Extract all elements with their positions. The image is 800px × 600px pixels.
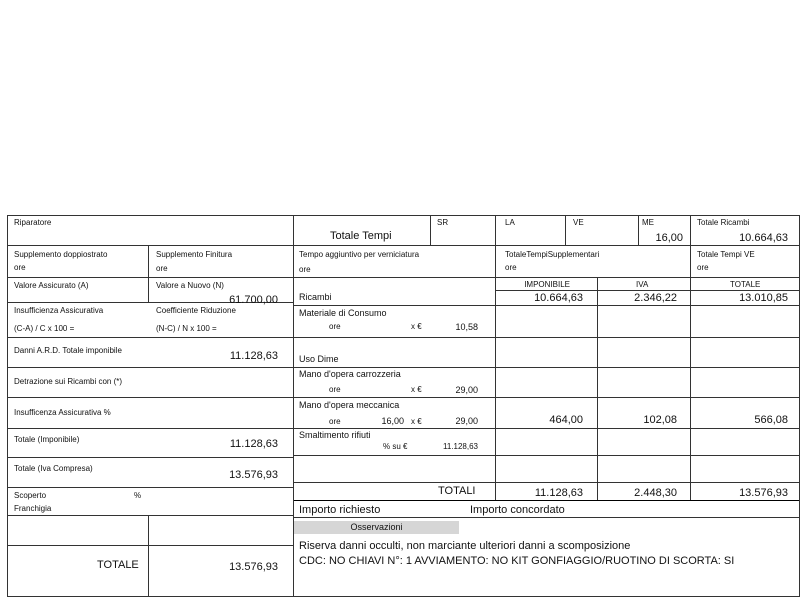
supplemento-finitura-unit: ore <box>156 264 168 273</box>
row-line <box>7 545 293 546</box>
mano-carrozzeria-x: x € <box>411 385 422 394</box>
uso-dime-label: Uso Dime <box>299 354 339 364</box>
col-line <box>495 215 496 500</box>
materiale-x: x € <box>411 322 422 331</box>
sr-label: SR <box>437 218 449 227</box>
mano-meccanica-hours: 16,00 <box>381 416 404 426</box>
row-line <box>293 305 800 306</box>
supplemento-doppiostrato-unit: ore <box>14 263 26 272</box>
totale-tempi-supplementari-label: TotaleTempiSupplementari <box>505 250 600 259</box>
me-value: 16,00 <box>655 232 683 244</box>
detrazione-label: Detrazione sui Ricambi con (*) <box>14 377 123 386</box>
scoperto-label: Scoperto <box>14 491 47 500</box>
osservazioni-line-2: CDC: NO CHIAVI N°: 1 AVVIAMENTO: NO KIT GONFIAGGIO/RUOTINO DI SCORTA: SI <box>299 555 735 567</box>
tempo-aggiuntivo-label: Tempo aggiuntivo per verniciatura <box>299 250 420 259</box>
totali-label: TOTALI <box>438 485 476 497</box>
col-line <box>565 215 566 245</box>
col-line <box>690 215 691 500</box>
row-line <box>495 290 800 291</box>
osservazioni-header: Osservazioni <box>294 521 459 534</box>
mano-carrozzeria-ore: ore <box>329 385 341 394</box>
danni-value: 11.128,63 <box>229 350 278 362</box>
importo-richiesto-label: Importo richiesto <box>299 504 381 516</box>
smaltimento-label: Smaltimento rifiuti <box>299 430 371 440</box>
insufficienza-pct-label: Insufficenza Assicurativa % <box>14 408 111 417</box>
row-line <box>7 457 293 458</box>
totale-imponibile-value: 11.128,63 <box>229 438 278 450</box>
osservazioni-line-1: Riserva danni occulti, non marciante ulteriori danni a scomposizione <box>299 540 631 552</box>
row-line <box>293 455 800 456</box>
valore-nuovo-label: Valore a Nuovo (N) <box>156 281 224 290</box>
col-line <box>148 245 149 303</box>
row-line <box>7 428 293 429</box>
row-line <box>7 367 293 368</box>
totale-iva-label: Totale (Iva Compresa) <box>14 464 93 473</box>
totale-value: 13.576,93 <box>229 561 278 573</box>
row-line <box>7 397 293 398</box>
ricambi-totale: 13.010,85 <box>739 292 788 304</box>
row-line-thick <box>293 500 800 501</box>
ricambi-label: Ricambi <box>299 292 332 302</box>
col-line <box>430 215 431 245</box>
totali-iva: 2.448,30 <box>634 487 677 499</box>
totale-tempi-ve-label: Totale Tempi VE <box>697 250 755 259</box>
totale-header: TOTALE <box>730 280 761 289</box>
row-line <box>7 487 293 488</box>
danni-label: Danni A.R.D. Totale imponibile <box>14 346 122 355</box>
row-line <box>7 596 800 597</box>
mano-meccanica-totale: 566,08 <box>754 414 788 426</box>
totale-imponibile-label: Totale (Imponibile) <box>14 435 80 444</box>
materiale-ore: ore <box>329 322 341 331</box>
mano-carrozzeria-label: Mano d'opera carrozzeria <box>299 369 401 379</box>
row-line <box>7 515 293 516</box>
totali-totale: 13.576,93 <box>739 487 788 499</box>
ve-label: VE <box>573 218 584 227</box>
row-line <box>293 367 800 368</box>
franchigia-label: Franchigia <box>14 504 52 513</box>
scoperto-pct: % <box>134 491 142 500</box>
col-line <box>7 215 8 596</box>
valore-nuovo-value: 61.700,00 <box>229 294 278 306</box>
totali-imponibile: 11.128,63 <box>534 487 583 499</box>
row-line <box>7 277 800 278</box>
row-line <box>293 517 800 518</box>
smaltimento-pct: % su € <box>383 442 408 451</box>
valore-assicurato-label: Valore Assicurato (A) <box>14 281 89 290</box>
row-line-top <box>7 215 800 216</box>
col-line <box>148 515 149 596</box>
ricambi-iva: 2.346,22 <box>634 292 677 304</box>
insufficienza-label: Insufficienza Assicurativa <box>14 306 104 315</box>
col-line <box>597 277 598 500</box>
supplemento-finitura-label: Supplemento Finitura <box>156 250 233 259</box>
smaltimento-value: 11.128,63 <box>443 442 478 451</box>
mano-meccanica-imponibile: 464,00 <box>549 414 583 426</box>
importo-concordato-label: Importo concordato <box>470 504 565 516</box>
totale-tempi-label: Totale Tempi <box>330 230 392 242</box>
totale-tempi-supplementari-unit: ore <box>505 263 517 272</box>
mano-meccanica-x: x € <box>411 417 422 426</box>
totale-ricambi-label: Totale Ricambi <box>697 218 750 227</box>
totale-iva-value: 13.576,93 <box>229 469 278 481</box>
riparatore-label: Riparatore <box>14 218 52 227</box>
row-line <box>293 482 800 483</box>
la-label: LA <box>505 218 515 227</box>
imponibile-header: IMPONIBILE <box>524 280 570 289</box>
totale-label: TOTALE <box>97 559 139 571</box>
col-line <box>638 215 639 245</box>
mano-meccanica-ore: ore <box>329 417 341 426</box>
materiale-rate: 10,58 <box>455 322 478 332</box>
insufficienza-formula: (C-A) / C x 100 = <box>14 324 75 333</box>
ricambi-imponibile: 10.664,63 <box>534 292 583 304</box>
materiale-label: Materiale di Consumo <box>299 308 387 318</box>
row-line <box>293 337 800 338</box>
iva-header: IVA <box>636 280 649 289</box>
totale-ricambi-value: 10.664,63 <box>739 232 788 244</box>
row-line <box>7 245 800 246</box>
coefficiente-formula: (N-C) / N x 100 = <box>156 324 217 333</box>
totale-tempi-ve-unit: ore <box>697 263 709 272</box>
row-line <box>293 428 800 429</box>
col-line <box>293 215 294 596</box>
me-label: ME <box>642 218 654 227</box>
mano-meccanica-rate: 29,00 <box>455 416 478 426</box>
mano-meccanica-label: Mano d'opera meccanica <box>299 400 400 410</box>
row-line <box>7 337 293 338</box>
coefficiente-label: Coefficiente Riduzione <box>156 306 236 315</box>
mano-meccanica-iva: 102,08 <box>643 414 677 426</box>
tempo-aggiuntivo-unit: ore <box>299 265 311 274</box>
supplemento-doppiostrato-label: Supplemento doppiostrato <box>14 250 108 259</box>
mano-carrozzeria-rate: 29,00 <box>455 385 478 395</box>
row-line <box>293 397 800 398</box>
